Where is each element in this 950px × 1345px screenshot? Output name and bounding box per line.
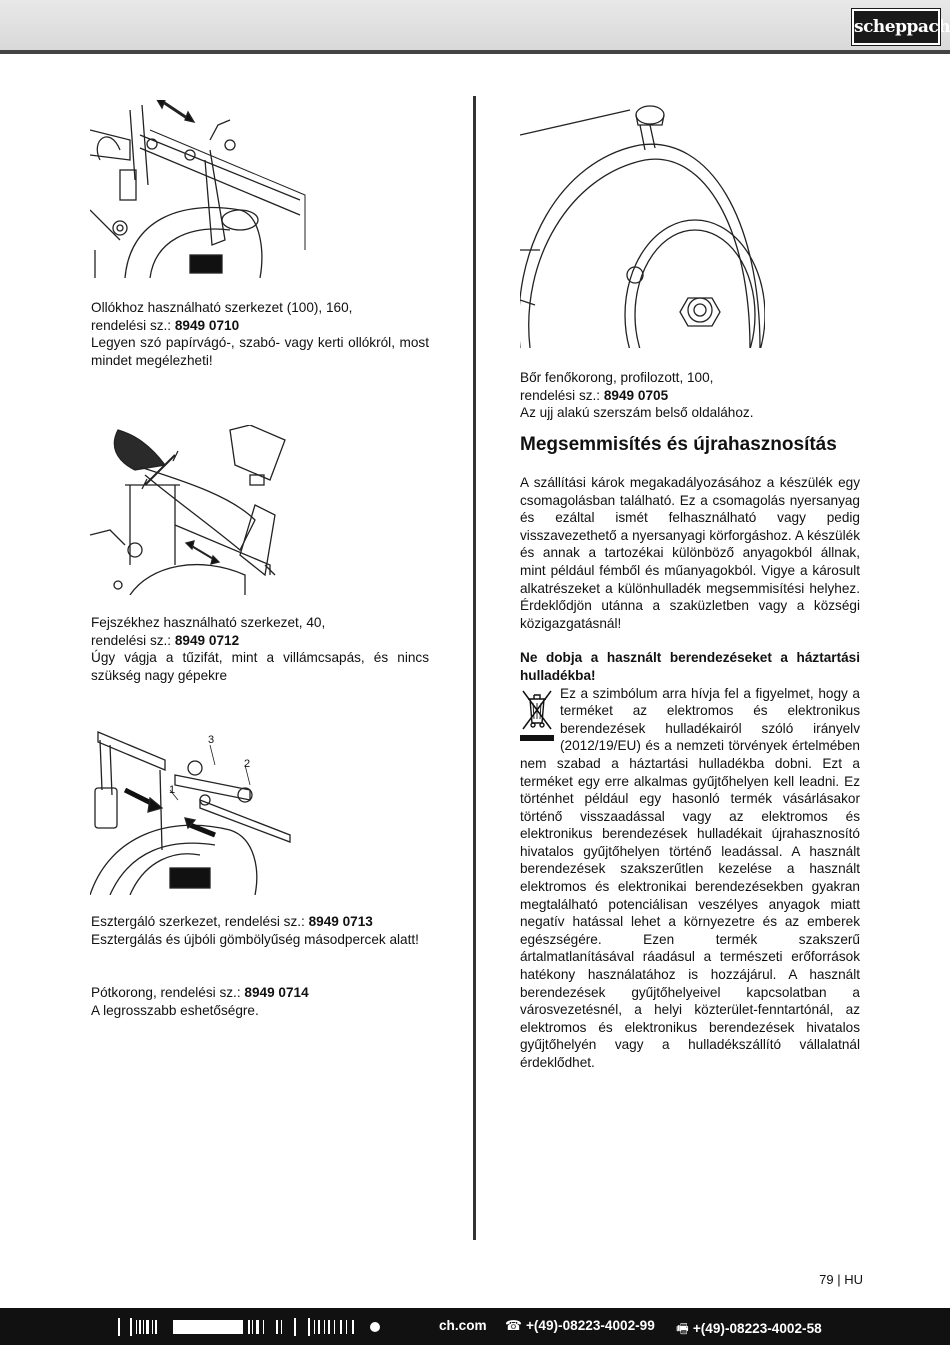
figure-label-1: 1 [169,784,176,796]
footer-bar [0,1308,950,1345]
footer-fax: +(49)-08223-4002-58 [692,1321,822,1336]
axe-attachment-name: Fejszékhez használható szerkezet, 40, [91,615,326,630]
page-number: 79 | HU [819,1272,863,1287]
leather-honing-wheel-name: Bőr fenőkorong, profilozott, 100, [520,370,714,385]
column-divider [473,96,476,1240]
spare-wheel-text [91,984,429,1019]
turning-device-text [91,913,429,948]
axe-attachment-figure [90,425,295,595]
order-number: 8949 0713 [308,914,373,929]
order-label: rendelési sz.: [520,387,604,403]
order-number: 8949 0714 [244,985,309,1000]
scissors-attachment-figure [90,100,310,278]
figure-label-2: 2 [244,758,251,770]
header-bar [0,0,950,54]
leather-honing-wheel-description: Az ujj alakú szerszám belső oldalához. [520,405,754,421]
turning-device-figure [90,720,295,895]
footer-pattern [118,1316,438,1338]
scissors-attachment-name: Ollókhoz használható szerkezet (100), 160, [91,300,353,315]
leather-honing-wheel-figure [520,100,765,348]
warning-title: Ne dobja a használt berendezéseket a háztartási hulladékba! [520,650,860,683]
scissors-attachment-text [91,299,429,369]
fax-icon: 🖷 [676,1321,689,1336]
order-number: 8949 0710 [174,317,240,333]
weee-crossed-bin-icon [520,687,554,743]
spare-wheel-description: A legrosszabb eshetőségre. [91,1002,259,1018]
disposal-heading: Megsemmisítés és újrahasznosítás [520,434,837,455]
turning-device-description: Esztergálás és újbóli gömbölyűség másodpercek alatt! [91,931,419,947]
order-label: rendelési sz.: [91,317,175,333]
footer-website[interactable]: ch.com [439,1318,487,1333]
figure-label-3: 3 [208,734,215,746]
disposal-section [520,474,860,1072]
axe-attachment-text [91,614,429,684]
order-number: 8949 0705 [603,387,669,403]
scissors-attachment-description: Legyen szó papírvágó-, szabó- vagy kerti ollókról, most mindet megélezheti! [91,335,429,368]
weee-paragraph: Ez a szimbólum arra hívja fel a figyelmet, hogy a terméket az elektromos és elektronikus berendezések hulladékairól szóló irányelv (2012/19/EU) és a nemzeti törvények értelmében nem szabad a háztartási hulladékba dobni. Ezt a terméket egy erre alkalmas gyűjtőhelyen kell leadni. Ez történhet például egy hasonló termék vásárlásakor történő visszaadással vagy az elektromos és elektronikus berendezések hulladékait újrahasznosító hivatalos gyűjtőhelyen történő leadással. A használt berendezések szakszerűtlen kezelése a használt elektromos és elektronikai berendezésekben gyakran megtalálható potenciálisan veszélyes anyagok miatt negatív hatással lehet a környezetre és az emberek egészségére. Ezen termék szakszerű ártalmatlanításával ráadásul a természeti erőforrások hatékony használatához is hozzájárul. A használt berendezések gyűjtőhelyeivel kapcsolatban a városvezetésnél, a helyi közterület-fenntartónál, az elektromos és elektronikus berendezések hivatalos gyűjtőhelyén vagy a hulladékszállító vállalatnál érdeklődhet. [520,685,860,1070]
order-number: 8949 0712 [174,632,240,648]
axe-attachment-description: Úgy vágja a tűzifát, mint a villámcsapás, és nincs szükség nagy gépekre [91,650,429,683]
order-label: rendelési sz.: [91,632,175,648]
phone-icon: ☎ [505,1318,522,1333]
leather-honing-wheel-text [520,369,860,422]
disposal-paragraph: A szállítási károk megakadályozásához a készülék egy csomagolásban található. Ez a csomagolás nyersanyag és ezáltal ismét felhasználható vagy pedig visszavezethető a nyersanyagi körforgáshoz. A készülék és annak a tartozékai különböző anyagokból állnak, mint például fémből és műanyagokból. Vigye a károsult alkatrészeket a különhulladék megsemmisítési helyhez. Érdeklődjön utánna a szaküzletben vagy a községi közigazgatásnál! [520,475,860,631]
spare-wheel-name: Pótkorong, rendelési sz.: [91,985,245,1000]
brand-logo: scheppach [852,9,940,45]
turning-device-name: Esztergáló szerkezet, rendelési sz.: [91,914,309,929]
footer-phone: +(49)-08223-4002-99 [525,1318,655,1333]
